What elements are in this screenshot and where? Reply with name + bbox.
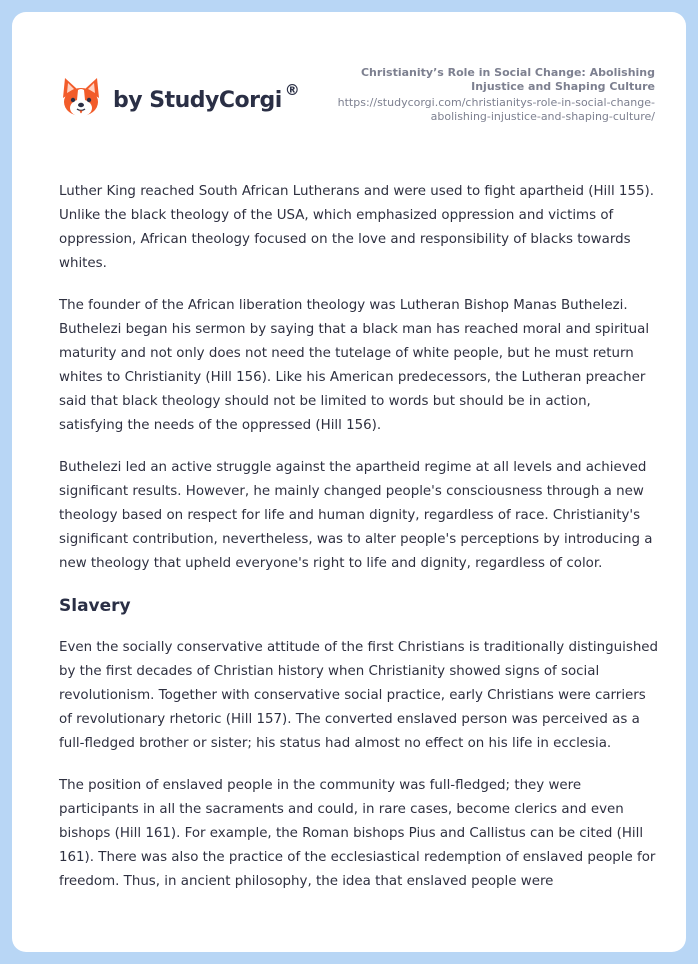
section-heading: Slavery [59, 596, 131, 616]
document-meta [315, 66, 655, 124]
paragraph: Even the socially conservative attitude of the first Christians is traditionally distinguished by the first decades of Christian history when Christianity showed signs of social revolutionism. Together with conservative social practice, early Christians were carriers of revolutionary rhetoric (Hill 157). The converted enslaved person was perceived as a full-fledged brother or sister; his status had almost no effect on his life in ecclesia. [59, 640, 659, 751]
paragraph: The position of enslaved people in the community was full-fledged; they were participants in all the sacraments and could, in rare cases, become clerics and even bishops (Hill 161). For example, the Roman bishops Pius and Callistus can be cited (Hill 161). There was also the practice of the ecclesiastical redemption of enslaved people for freedom. Thus, in ancient philosophy, the idea that enslaved people were [59, 778, 656, 889]
paragraph: Luther King reached South African Lutherans and were used to fight apartheid (Hill 155). Unlike the black theology of the USA, which emphasized oppression and victims of oppression, African theology focused on the love and responsibility of blacks towards whites. [59, 184, 654, 271]
document-url[interactable]: https://studycorgi.com/christianitys-role-in-social-change-abolishing-injustice-and-shaping-culture/ [337, 96, 655, 123]
studycorgi-logo[interactable] [60, 76, 300, 120]
document-title: Christianity’s Role in Social Change: Abolishing Injustice and Shaping Culture [360, 66, 655, 93]
paragraph: The founder of the African liberation theology was Lutheran Bishop Manas Buthelezi. Buthelezi began his sermon by saying that a black man has reached moral and spiritual maturity and not only does not need the tutelage of white people, but he must return whites to Christianity (Hill 156). Like his American predecessors, the Lutheran preacher said that black theology should not be limited to words but should be in action, satisfying the needs of the oppressed (Hill 156). [59, 298, 650, 433]
document-body [59, 180, 659, 912]
logo-wordmark: by StudyCorgi [113, 87, 282, 113]
document-page [12, 12, 686, 952]
corgi-icon [60, 76, 102, 120]
page-header [12, 12, 686, 152]
registered-mark: ® [284, 81, 300, 99]
paragraph: Buthelezi led an active struggle against the apartheid regime at all levels and achieved significant results. However, he mainly changed people's consciousness through a new theology based on respect for life and human dignity, regardless of race. Christianity's significant contribution, nevertheless, was to alter people's perceptions by introducing a new theology that upheld everyone's right to life and dignity, regardless of color. [59, 460, 653, 571]
